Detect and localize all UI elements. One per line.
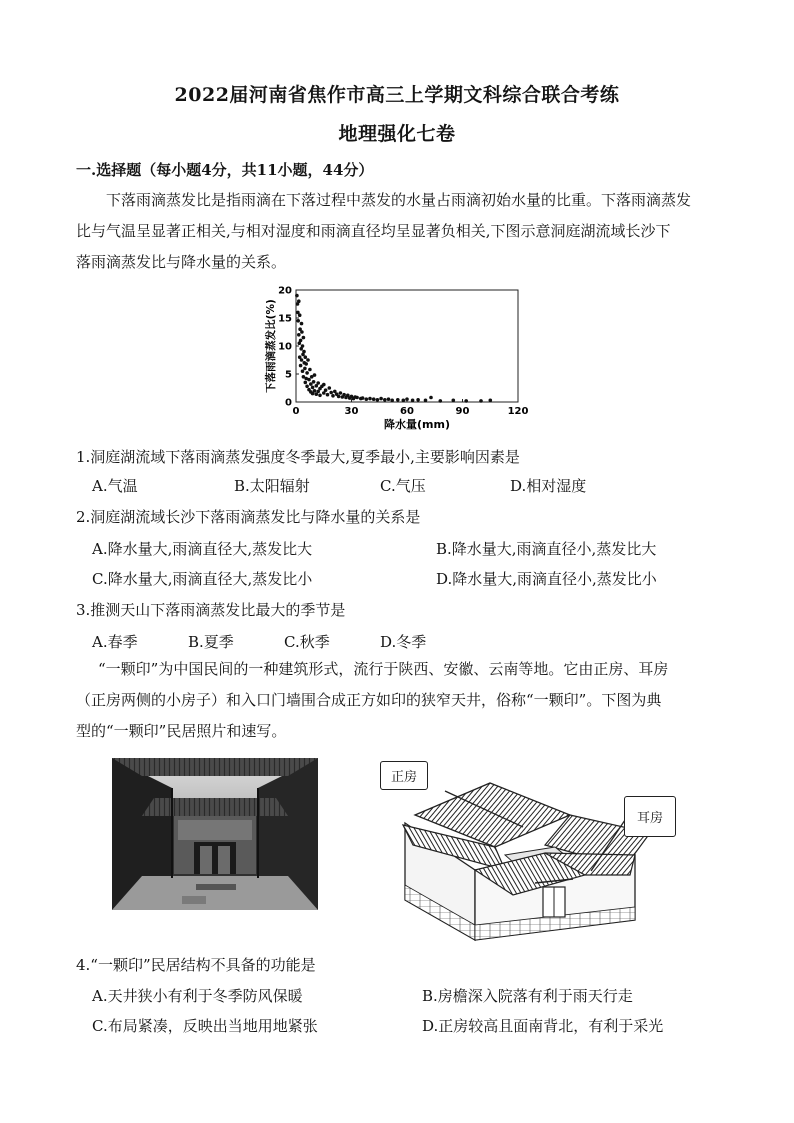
plot-area-border	[296, 290, 518, 402]
x-tick-label: 120	[507, 406, 529, 417]
data-point	[339, 391, 343, 395]
x-tick-label: 0	[292, 406, 300, 417]
data-point	[303, 367, 307, 371]
data-point	[301, 369, 305, 373]
q3-option-c[interactable]: C.秋季	[284, 633, 330, 651]
data-point	[411, 399, 415, 403]
data-point	[299, 364, 303, 368]
data-point	[318, 394, 322, 398]
q1-option-b[interactable]: B.太阳辐射	[234, 477, 310, 495]
passage-1-line: 比与气温呈显著正相关,与相对湿度和雨滴直径均呈显著负相关,下图示意洞庭湖流域长沙下	[76, 222, 671, 240]
data-point	[322, 383, 326, 387]
data-point	[297, 333, 301, 337]
page-subtitle: 地理强化七卷	[338, 123, 456, 145]
q4-option-a[interactable]: A.天井狭小有利于冬季防风保暖	[92, 987, 303, 1005]
data-point	[304, 381, 308, 385]
y-tick-label: 0	[285, 397, 292, 409]
q4-option-d[interactable]: D.正房较高且面南背北，有利于采光	[422, 1017, 664, 1035]
data-point	[313, 389, 317, 393]
data-point	[295, 294, 299, 298]
data-point	[296, 319, 300, 323]
q2-option-c[interactable]: C.降水量大,雨滴直径大,蒸发比小	[92, 570, 313, 588]
data-point	[304, 355, 308, 359]
data-point	[329, 391, 333, 395]
data-point	[390, 399, 394, 403]
passage-2	[76, 654, 726, 747]
y-tick-label: 10	[278, 341, 292, 353]
q1-option-d[interactable]: D.相对湿度	[510, 477, 587, 495]
data-point	[300, 330, 304, 334]
data-point	[416, 398, 420, 402]
data-point	[379, 397, 383, 401]
data-point	[301, 344, 305, 348]
y-tick-label: 20	[278, 285, 292, 297]
data-point	[305, 385, 309, 389]
x-tick-label: 60	[400, 406, 414, 417]
data-point	[305, 371, 309, 375]
data-point	[489, 399, 493, 403]
question-2-stem: 2.洞庭湖流域长沙下落雨滴蒸发比与降水量的关系是	[76, 508, 421, 526]
q3-option-b[interactable]: B.夏季	[188, 633, 234, 651]
data-point	[300, 358, 304, 362]
data-point	[328, 386, 332, 390]
passage-1-line: 落雨滴蒸发比与降水量的关系。	[76, 253, 287, 271]
data-point	[311, 386, 315, 390]
data-point	[439, 399, 443, 403]
data-point	[302, 336, 306, 340]
q4-option-c[interactable]: C.布局紧凑，反映出当地用地紧张	[92, 1017, 318, 1035]
data-point	[312, 380, 316, 384]
data-point	[306, 358, 310, 362]
data-point	[383, 398, 387, 402]
q1-option-c[interactable]: C.气压	[380, 477, 426, 495]
label-erfang: 耳房	[624, 796, 676, 837]
q2-option-b[interactable]: B.降水量大,雨滴直径小,蒸发比大	[436, 540, 657, 558]
data-point	[300, 322, 304, 326]
label-zhengfang: 正房	[380, 761, 428, 790]
data-point	[361, 396, 365, 400]
section-heading: 一.选择题（每小题4分，共11小题，44分）	[76, 161, 374, 179]
question-4-stem: 4.“一颗印”民居结构不具备的功能是	[76, 956, 316, 974]
data-point	[297, 299, 301, 303]
data-point	[368, 397, 372, 401]
q3-option-a[interactable]: A.春季	[92, 633, 138, 651]
q2-option-d[interactable]: D.降水量大,雨滴直径小,蒸发比小	[436, 570, 657, 588]
data-point	[337, 395, 341, 399]
data-point	[331, 394, 335, 398]
data-point	[298, 313, 302, 317]
question-1-stem: 1.洞庭湖流域下落雨滴蒸发强度冬季最大,夏季最小,主要影响因素是	[76, 448, 520, 466]
question-3-stem: 3.推测天山下落雨滴蒸发比最大的季节是	[76, 601, 346, 619]
data-point	[424, 399, 428, 403]
data-point	[307, 378, 311, 382]
y-tick-label: 15	[278, 313, 292, 325]
scatter-chart	[260, 282, 550, 434]
data-point	[464, 399, 468, 403]
data-point	[313, 373, 317, 377]
data-point	[479, 399, 483, 403]
data-point	[365, 397, 369, 401]
data-point	[324, 388, 328, 392]
data-point	[376, 398, 380, 402]
data-point	[372, 397, 376, 401]
passage-2-line: （正房两侧的小房子）和入口门墙围合成正方如印的狭窄天井，俗称“一颗印”。下图为典	[76, 691, 662, 709]
q1-option-a[interactable]: A.气温	[92, 477, 138, 495]
chart-frame	[296, 290, 518, 402]
data-point	[326, 393, 330, 397]
y-tick-label: 5	[285, 369, 292, 381]
page-title: 2022届河南省焦作市高三上学期文科综合联合考练	[174, 84, 620, 106]
data-point	[302, 350, 306, 354]
courtyard-photo	[112, 758, 318, 910]
passage-2-line: 型的“一颗印”民居照片和速写。	[76, 722, 287, 740]
data-point	[387, 397, 391, 401]
data-point	[355, 396, 359, 400]
data-point	[429, 396, 433, 400]
q3-option-d[interactable]: D.冬季	[380, 633, 427, 651]
data-point	[304, 362, 308, 366]
x-tick-label: 30	[344, 406, 359, 417]
x-tick-label: 90	[455, 406, 470, 417]
chart-x-axis-label: 降水量(mm)	[384, 418, 450, 431]
data-point	[299, 339, 303, 343]
chart-points	[295, 294, 492, 403]
data-point	[402, 399, 406, 403]
passage-1-line: 下落雨滴蒸发比是指雨滴在下落过程中蒸发的水量占雨滴初始水量的比重。下落雨滴蒸发	[106, 191, 692, 209]
q2-option-a[interactable]: A.降水量大,雨滴直径大,蒸发比大	[92, 540, 313, 558]
data-point	[452, 399, 456, 403]
data-point	[396, 398, 400, 402]
data-point	[308, 368, 312, 372]
q4-option-b[interactable]: B.房檐深入院落有利于雨天行走	[422, 987, 633, 1005]
data-point	[316, 381, 320, 385]
chart-y-axis-label: 下落雨滴蒸发比(%)	[265, 299, 277, 393]
passage-2-line: “一颗印”为中国民间的一种建筑形式，流行于陕西、安徽、云南等地。它由正房、耳房	[98, 660, 669, 678]
passage-1	[76, 185, 726, 278]
data-point	[309, 382, 313, 386]
